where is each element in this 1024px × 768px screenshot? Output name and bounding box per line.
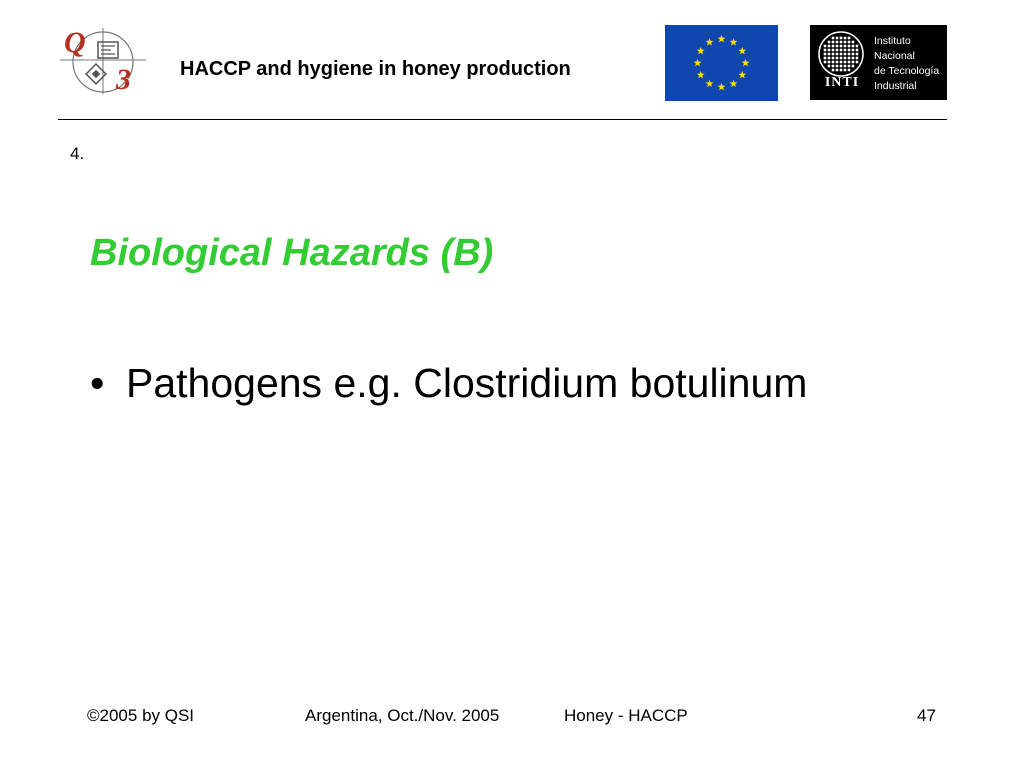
footer-topic: Honey - HACCP bbox=[564, 706, 688, 725]
inti-name-line: Industrial bbox=[874, 80, 917, 92]
footer-copyright: ©2005 by QSI bbox=[87, 706, 195, 725]
bullet-text: Pathogens e.g. Clostridium botulinum bbox=[126, 360, 808, 406]
inti-abbrev: INTI bbox=[824, 75, 860, 90]
eu-star-icon bbox=[718, 83, 726, 91]
inti-name-line: Instituto bbox=[874, 35, 911, 47]
eu-star-icon bbox=[730, 80, 738, 88]
eu-star-icon bbox=[718, 35, 726, 43]
slide-number-label: 4. bbox=[70, 144, 85, 163]
header-divider bbox=[58, 119, 947, 120]
bullet-marker: • bbox=[90, 360, 105, 406]
footer-page-number: 47 bbox=[917, 706, 936, 725]
slide-heading: Biological Hazards (B) bbox=[90, 232, 494, 274]
eu-star-icon bbox=[738, 71, 746, 79]
eu-star-icon bbox=[742, 59, 750, 67]
bullet-item bbox=[90, 360, 807, 407]
eu-flag-icon bbox=[665, 25, 778, 101]
bullet-list bbox=[90, 360, 807, 407]
inti-grid-icon bbox=[818, 31, 864, 77]
inti-logo bbox=[810, 25, 947, 100]
eu-star-icon bbox=[738, 47, 746, 55]
q3-logo-letter-q: Q bbox=[64, 26, 86, 59]
q3-logo-icon bbox=[58, 22, 148, 96]
inti-name bbox=[874, 34, 939, 94]
q3-logo-number-3: 3 bbox=[116, 63, 131, 96]
eu-star-icon bbox=[706, 80, 714, 88]
inti-name-line: de Tecnología bbox=[874, 65, 940, 77]
eu-star-icon bbox=[706, 38, 714, 46]
eu-star-icon bbox=[697, 47, 705, 55]
header-title: HACCP and hygiene in honey production bbox=[180, 58, 571, 80]
eu-star-icon bbox=[694, 59, 702, 67]
eu-star-icon bbox=[697, 71, 705, 79]
footer-location: Argentina, Oct./Nov. 2005 bbox=[305, 706, 500, 725]
eu-stars bbox=[665, 25, 778, 101]
inti-name-line: Nacional bbox=[874, 50, 915, 62]
eu-star-icon bbox=[730, 38, 738, 46]
